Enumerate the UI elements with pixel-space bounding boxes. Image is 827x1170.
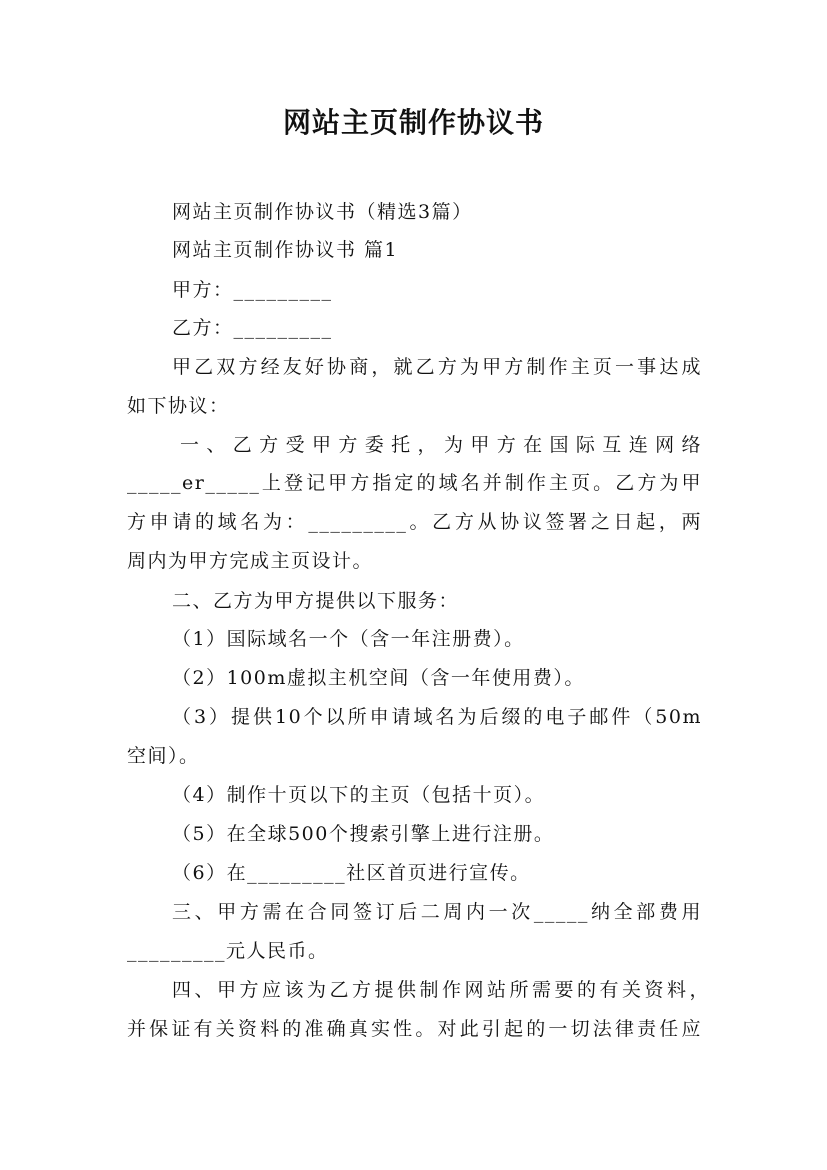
paragraph-line: _____er_____上登记甲方指定的域名并制作主页。乙方为甲 [127,472,702,494]
list-item: （6）在_________社区首页进行宣传。 [172,862,531,884]
paragraph-line: 四、甲方应该为乙方提供制作网站所需要的有关资料， [172,979,710,1001]
list-item: （1）国际域名一个（含一年注册费）。 [172,628,525,650]
list-item: （2）100m虚拟主机空间（含一年使用费）。 [172,667,585,689]
paragraph-line: 并保证有关资料的准确真实性。对此引起的一切法律责任应 [127,1018,702,1040]
paragraph-line: 方申请的域名为：_________。乙方从协议签署之日起，两 [127,511,702,533]
document-title: 网站主页制作协议书 [282,106,544,139]
list-item: （3）提供10个以所申请域名为后缀的电子邮件（50m [172,706,702,728]
list-item: （4）制作十页以下的主页（包括十页）。 [172,784,546,806]
paragraph-line: 如下协议： [127,395,230,417]
party-b-line: 乙方：_________ [172,317,333,339]
party-a-line: 甲方：_________ [172,279,333,301]
paragraph-line: 一、乙方受甲方委托，为甲方在国际互连网络 [180,434,702,456]
list-item: （5）在全球500个搜索引擎上进行注册。 [172,823,555,845]
paragraph-line: 周内为甲方完成主页设计。 [127,550,374,572]
paragraph-line: 甲乙双方经友好协商，就乙方为甲方制作主页一事达成 [172,356,702,378]
section-heading: 网站主页制作协议书 篇1 [172,239,399,261]
paragraph-line: _________元人民币。 [127,940,329,962]
section-heading: 二、乙方为甲方提供以下服务： [172,590,460,612]
paragraph-line: 三、甲方需在合同签订后二周内一次_____纳全部费用 [172,901,702,923]
list-item-continuation: 空间）。 [127,745,200,767]
subtitle-line: 网站主页制作协议书（精选3篇） [172,201,473,223]
